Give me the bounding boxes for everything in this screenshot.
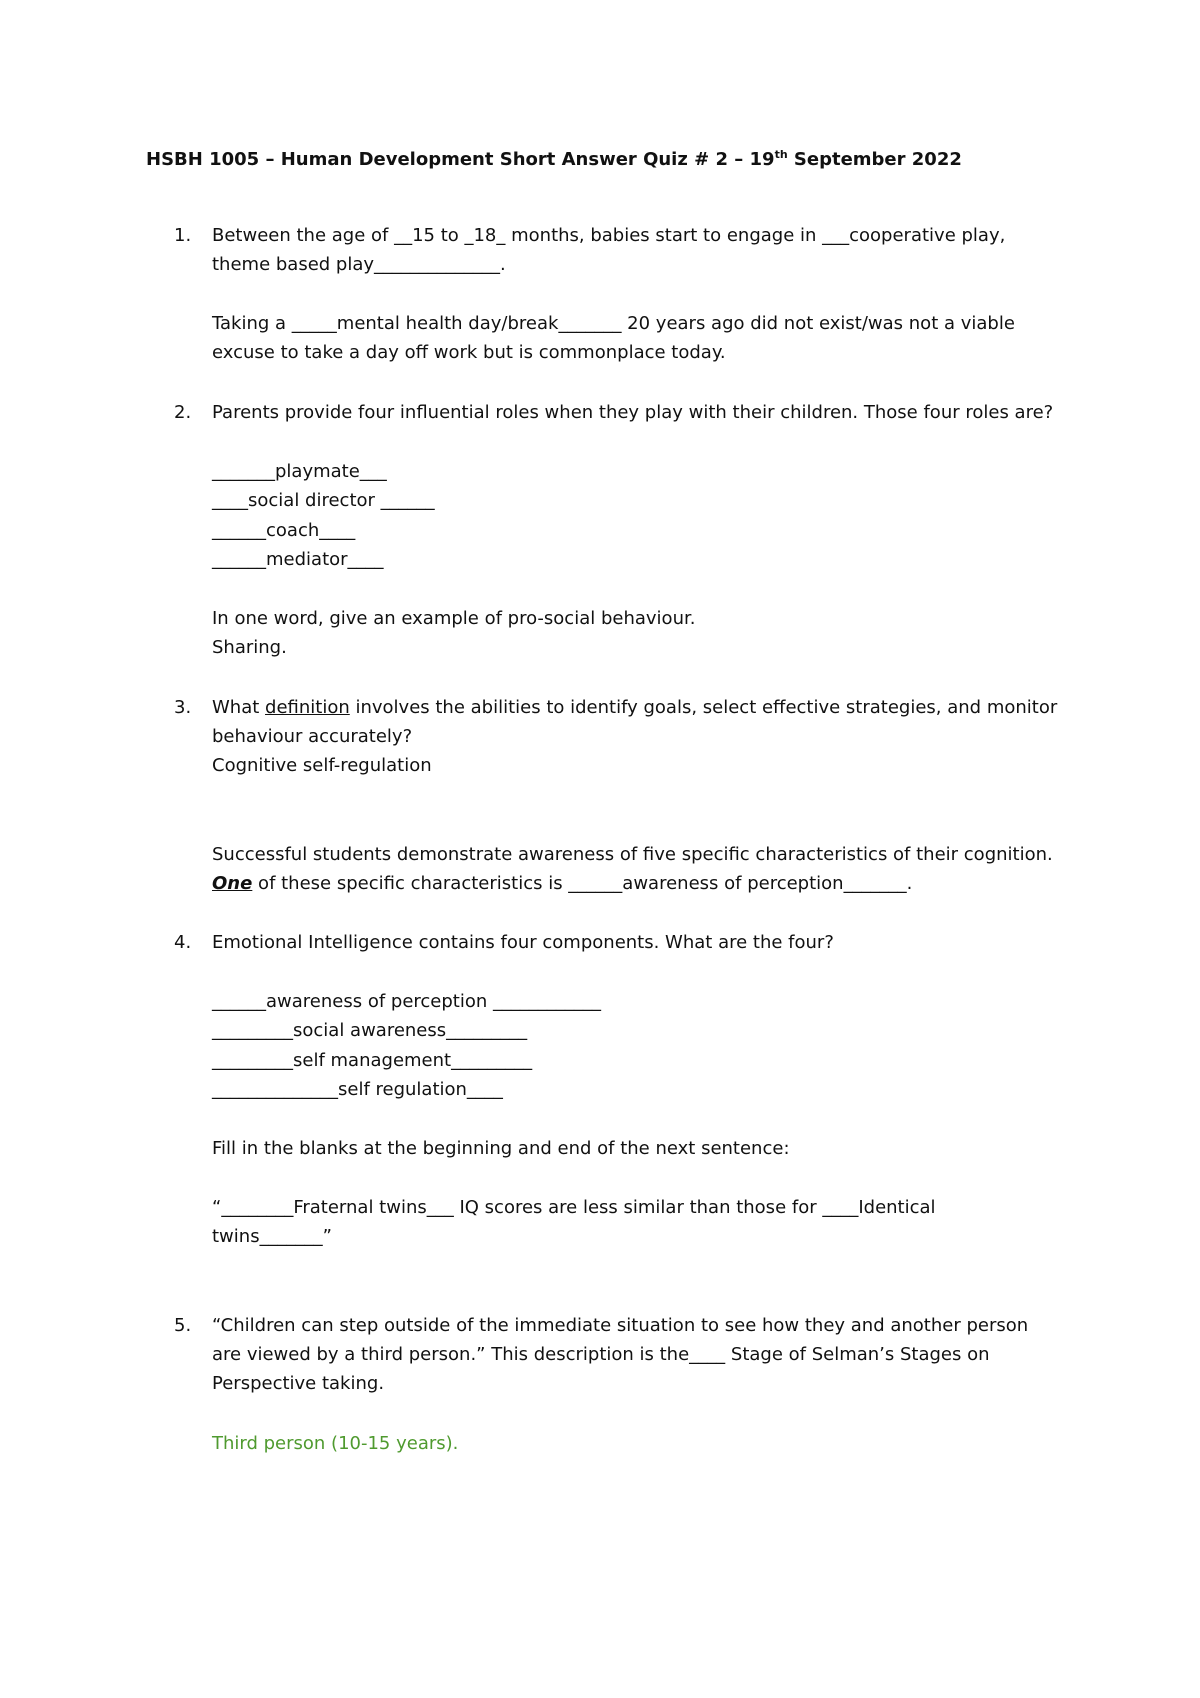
q5-number: 5. (174, 1315, 192, 1336)
q2-role: ______coach____ (212, 520, 356, 541)
q4-question: Emotional Intelligence contains four components. What are the four? (212, 932, 834, 953)
q4-fill-line1: “________Fraternal twins___ IQ scores are less similar than those for ____Identical (212, 1197, 936, 1218)
q3-question-pre: What (212, 697, 266, 718)
q3-question-line1 (212, 697, 1057, 719)
q4-component: ______________self regulation____ (212, 1079, 503, 1100)
q3-question-line2: behaviour accurately? (212, 726, 413, 747)
q3-answer: Cognitive self-regulation (212, 755, 432, 776)
q5-answer: Third person (10-15 years). (212, 1433, 459, 1454)
title-main: HSBH 1005 – Human Development Short Answer Quiz # 2 – 19 (146, 149, 775, 170)
q2-sub-question: In one word, give an example of pro-social behaviour. (212, 608, 696, 629)
q3-p2-line1: Successful students demonstrate awareness of five specific characteristics of their cognition. (212, 844, 1053, 865)
title-superscript: th (774, 148, 788, 161)
q4-component: ______awareness of perception ____________ (212, 991, 601, 1012)
q5-line1: “Children can step outside of the immediate situation to see how they and another person (212, 1315, 1029, 1336)
q3-p2-emphasis: One (212, 873, 253, 894)
q1-p2-line1: Taking a _____mental health day/break_______ 20 years ago did not exist/was not a viable (212, 313, 1015, 334)
q2-role: ______mediator____ (212, 549, 384, 570)
q4-fill-line2: twins_______” (212, 1226, 332, 1247)
q2-question: Parents provide four influential roles when they play with their children. Those four roles are? (212, 402, 1054, 423)
q2-sub-answer: Sharing. (212, 637, 287, 658)
q1-p2-line2: excuse to take a day off work but is commonplace today. (212, 342, 726, 363)
q3-number: 3. (174, 697, 192, 718)
page-title (146, 148, 962, 170)
q2-number: 2. (174, 402, 192, 423)
title-tail: September 2022 (787, 149, 962, 170)
q3-p2-rest: of these specific characteristics is ______awareness of perception_______. (252, 873, 913, 894)
q3-question-underlined: definition (265, 697, 350, 718)
q1-line1: Between the age of __15 to _18_ months, babies start to engage in ___cooperative play, (212, 225, 1006, 246)
q3-p2-line2 (212, 873, 912, 895)
q3-question-post: involves the abilities to identify goals, select effective strategies, and monitor (349, 697, 1058, 718)
q4-component: _________social awareness_________ (212, 1020, 528, 1041)
q2-role: ____social director ______ (212, 490, 435, 511)
q4-component: _________self management_________ (212, 1050, 533, 1071)
q2-role: _______playmate___ (212, 461, 387, 482)
q1-line2: theme based play______________. (212, 254, 506, 275)
q5-line2: are viewed by a third person.” This description is the____ Stage of Selman’s Stages on (212, 1344, 990, 1365)
q1-number: 1. (174, 225, 192, 246)
q4-fill-prompt: Fill in the blanks at the beginning and end of the next sentence: (212, 1138, 790, 1159)
q5-line3: Perspective taking. (212, 1373, 385, 1394)
q4-number: 4. (174, 932, 192, 953)
